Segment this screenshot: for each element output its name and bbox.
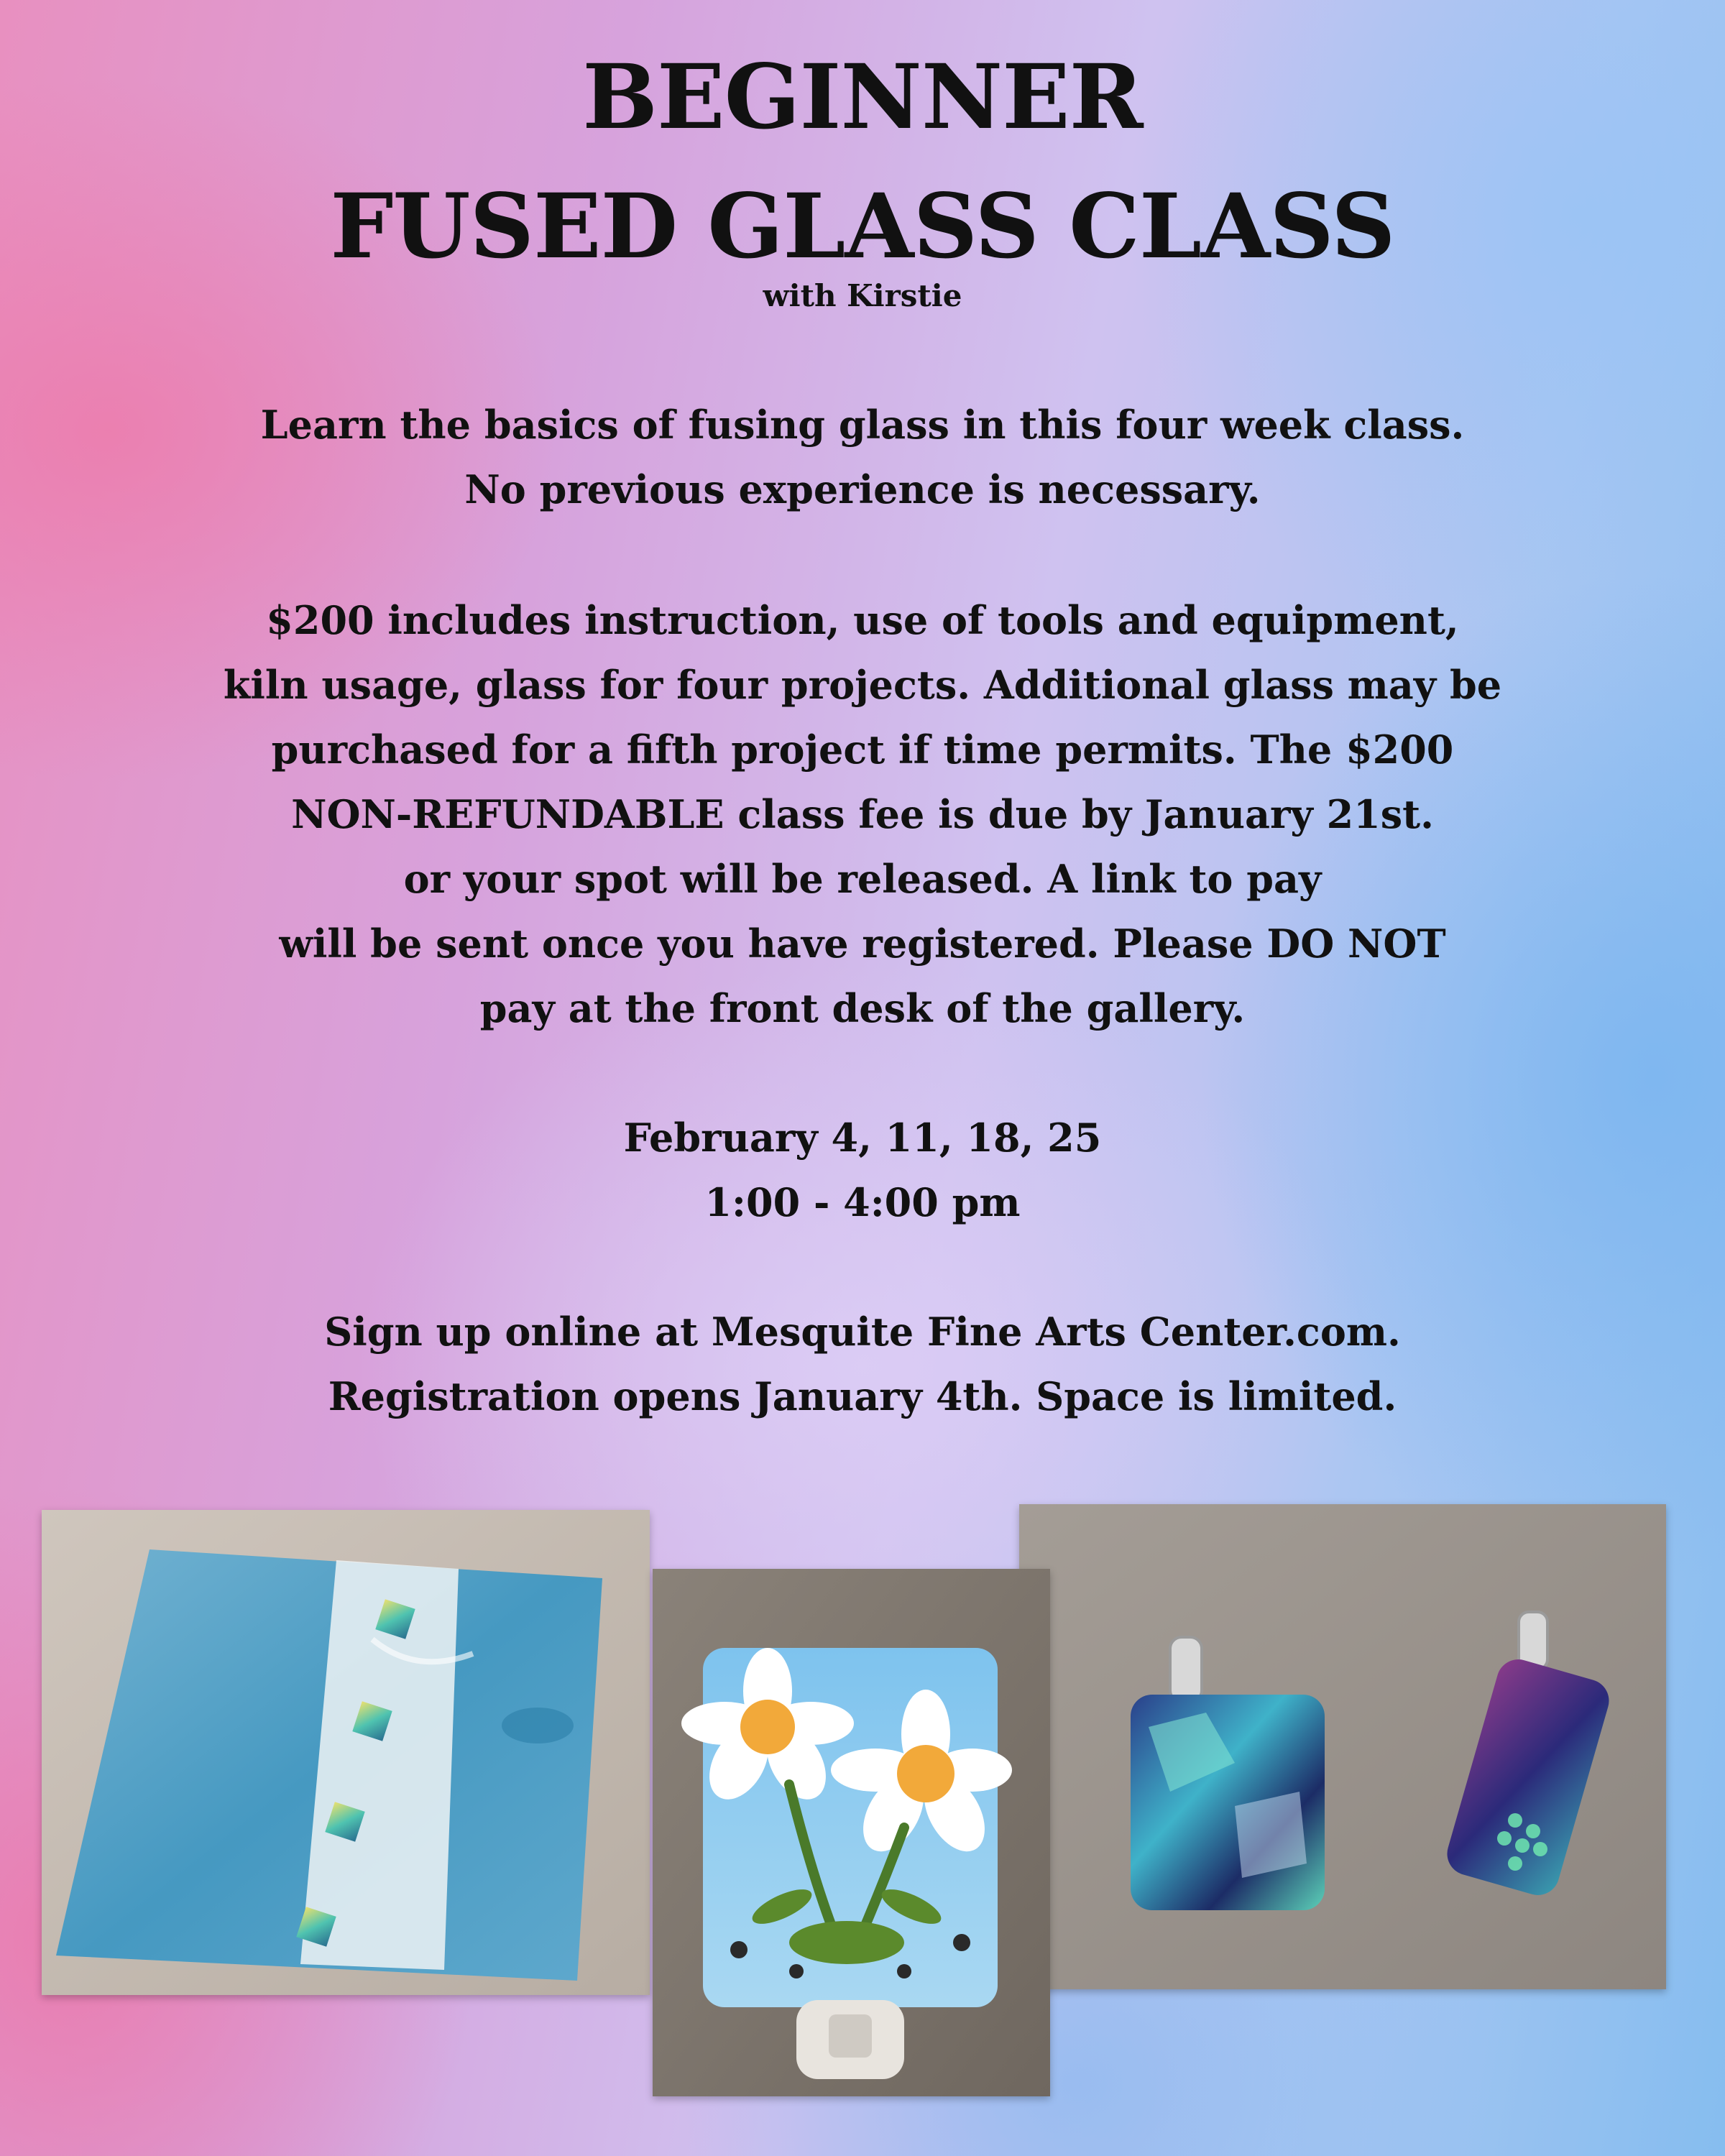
class-dates: February 4, 11, 18, 25 bbox=[623, 1115, 1102, 1161]
title-line-1: BEGINNER bbox=[582, 45, 1143, 149]
details-line: purchased for a fifth project if time permits. The $200 bbox=[271, 727, 1454, 773]
class-time: 1:00 - 4:00 pm bbox=[704, 1179, 1021, 1225]
pendants-image bbox=[1019, 1504, 1666, 1989]
signup-line: Registration opens January 4th. Space is limited. bbox=[328, 1373, 1397, 1419]
details-line: $200 includes instruction, use of tools and equipment, bbox=[266, 597, 1459, 643]
signup-block bbox=[72, 1299, 1653, 1429]
intro-line: Learn the basics of fusing glass in this four week class. bbox=[260, 402, 1465, 448]
details-line: or your spot will be released. A link to pay bbox=[403, 856, 1322, 902]
dichroic-pendants-photo bbox=[1019, 1504, 1666, 1989]
signup-line: Sign up online at Mesquite Fine Arts Center.com. bbox=[324, 1309, 1401, 1355]
plate-image bbox=[42, 1510, 650, 1995]
details-line: kiln usage, glass for four projects. Additional glass may be bbox=[223, 662, 1502, 708]
details-line: will be sent once you have registered. Please DO NOT bbox=[279, 921, 1446, 967]
intro-line: No previous experience is necessary. bbox=[464, 466, 1261, 512]
title-line-2: FUSED GLASS CLASS bbox=[330, 175, 1395, 279]
fused-glass-plate-photo bbox=[42, 1510, 650, 1995]
intro-paragraph bbox=[72, 392, 1653, 522]
schedule-block bbox=[72, 1105, 1653, 1235]
nightlight-image bbox=[653, 1569, 1050, 2096]
daisy-nightlight-photo bbox=[653, 1569, 1050, 2096]
instructor-subtitle: with Kirstie bbox=[763, 278, 962, 313]
details-line: pay at the front desk of the gallery. bbox=[479, 985, 1246, 1031]
details-line: NON-REFUNDABLE class fee is due by January 21st. bbox=[291, 791, 1434, 837]
pricing-details-paragraph bbox=[72, 588, 1653, 1041]
